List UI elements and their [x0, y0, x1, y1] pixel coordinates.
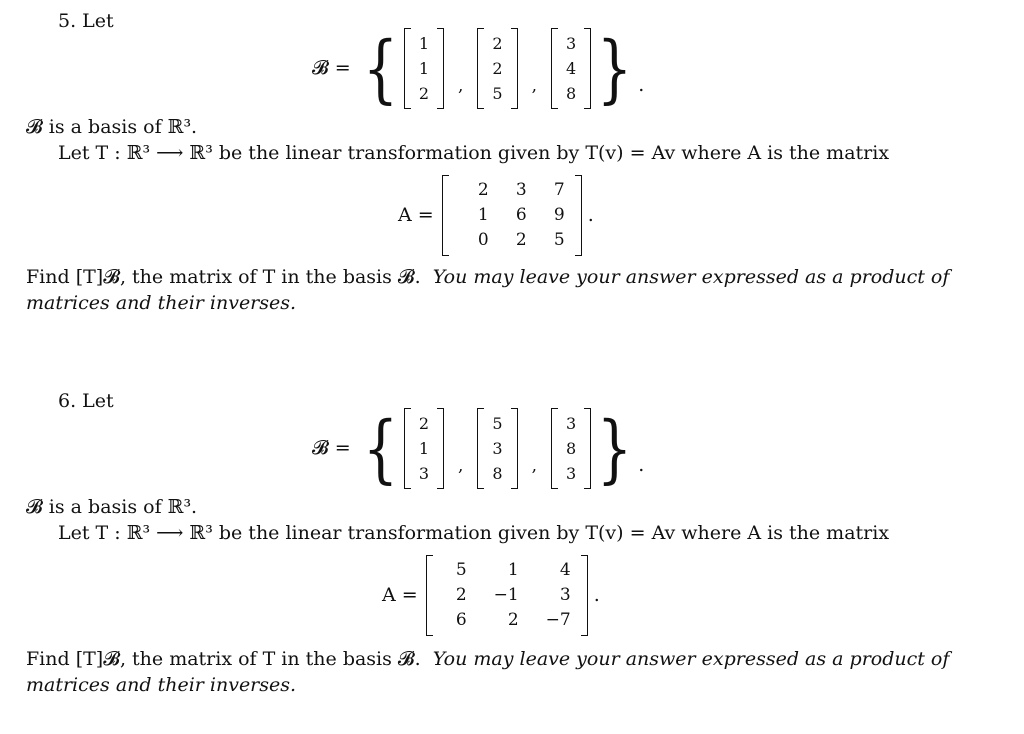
problem-6-basis-equation: 𝓑 = { 2 1 3 , 5 3 8 , 3 8 3 } . — [312, 405, 645, 492]
problem-6-hint-text: matrices and their inverses. — [26, 674, 297, 696]
matrix-row-3: 6 2 −7 — [455, 610, 571, 630]
problem-5-matrix-equation: A = 2 3 7 1 6 9 0 2 5 . — [398, 175, 594, 256]
problem-5-basis-equation: 𝓑 = { 1 1 2 , 2 2 5 , 3 4 8 } . — [312, 25, 645, 112]
basis-vector-1: 1 1 2 — [404, 28, 444, 109]
problem-6-basis-statement: 𝓑 is a basis of ℝ³. — [26, 496, 198, 518]
basis-vector-2: 5 3 8 — [477, 408, 517, 489]
problem-5-transform-intro: Let T : ℝ³ ⟶ ℝ³ be the linear transformation given by T(v) = Av where A is the matrix — [58, 142, 890, 164]
matrix-row-1: 5 1 4 — [455, 560, 571, 580]
matrix-row-1: 2 3 7 — [477, 180, 565, 200]
left-brace: { — [362, 405, 398, 492]
problem-6-matrix-equation: A = 5 1 4 2 −1 3 6 2 −7 . — [382, 555, 600, 636]
problem-5-number: 5. Let — [58, 10, 114, 32]
matrix-row-2: 2 −1 3 — [455, 585, 571, 605]
right-brace: } — [597, 25, 633, 112]
matrix-symbol: A = — [398, 204, 434, 226]
left-brace: { — [362, 25, 398, 112]
matrix-row-3: 0 2 5 — [477, 230, 565, 250]
matrix-A — [442, 175, 582, 256]
basis-symbol: 𝓑 = — [312, 57, 351, 79]
matrix-row-2: 1 6 9 — [477, 205, 565, 225]
problem-5-hint-text: matrices and their inverses. — [26, 292, 297, 314]
basis-vector-2: 2 2 5 — [477, 28, 517, 109]
basis-symbol: 𝓑 = — [312, 437, 351, 459]
matrix-symbol: A = — [382, 584, 418, 606]
problem-6-find-text: Find [T]𝓑, the matrix of T in the basis 𝓑. You may leave your answer expressed as a product of — [26, 648, 950, 670]
problem-6-number: 6. Let — [58, 390, 114, 412]
problem-5-find-text: Find [T]𝓑, the matrix of T in the basis 𝓑. You may leave your answer expressed as a product of — [26, 266, 950, 288]
basis-vector-3: 3 8 3 — [551, 408, 591, 489]
basis-vector-1: 2 1 3 — [404, 408, 444, 489]
problem-6-transform-intro: Let T : ℝ³ ⟶ ℝ³ be the linear transformation given by T(v) = Av where A is the matrix — [58, 522, 890, 544]
problem-5-basis-statement: 𝓑 is a basis of ℝ³. — [26, 116, 198, 138]
basis-vector-3: 3 4 8 — [551, 28, 591, 109]
matrix-A — [426, 555, 588, 636]
right-brace: } — [597, 405, 633, 492]
